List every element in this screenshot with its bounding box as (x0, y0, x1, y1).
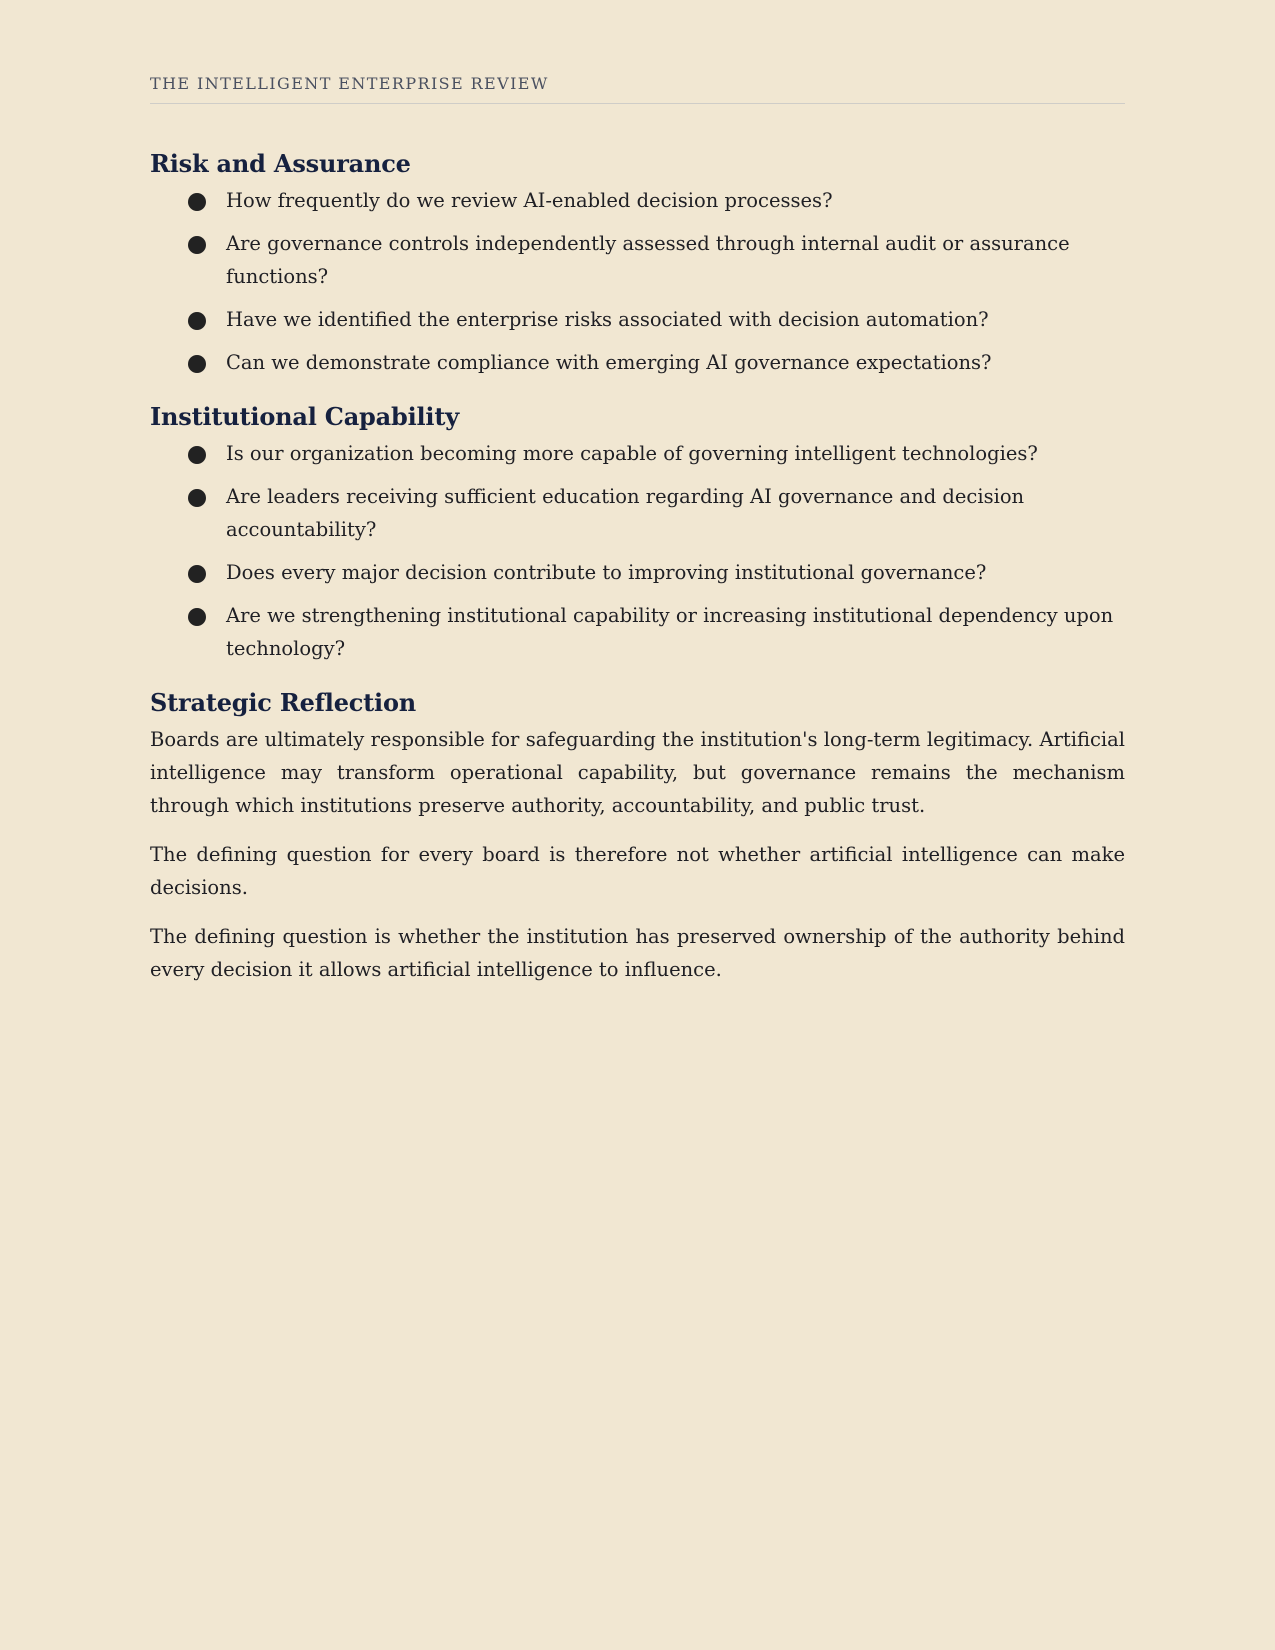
list-item-text: Are we strengthening institutional capability or increasing institutional dependency upon technology? (226, 604, 1114, 660)
section-strategic-reflection (150, 687, 1125, 986)
list-item (150, 599, 1125, 665)
list-item-text: Are leaders receiving sufficient education regarding AI governance and decision accountability? (226, 485, 1025, 541)
running-header: THE INTELLIGENT ENTERPRISE REVIEW (150, 74, 549, 93)
bullet-icon (188, 312, 206, 330)
bullet-icon (188, 193, 206, 211)
question-list (150, 184, 1125, 379)
section-heading: Strategic Reflection (150, 688, 417, 717)
list-item-text: How frequently do we review AI-enabled decision processes? (226, 189, 833, 212)
section-heading: Institutional Capability (150, 402, 459, 431)
page-content (150, 148, 1125, 1002)
bullet-icon (188, 608, 206, 626)
list-item-text: Have we identified the enterprise risks associated with decision automation? (226, 308, 989, 331)
section-institutional-capability (150, 401, 1125, 665)
list-item (150, 303, 1125, 336)
section-heading: Risk and Assurance (150, 149, 411, 178)
list-item (150, 184, 1125, 217)
list-item-text: Is our organization becoming more capable of governing intelligent technologies? (226, 442, 1038, 465)
body-paragraph: Boards are ultimately responsible for safeguarding the institution's long-term legitimacy. Artificial intelligence may transform operational capability, but governance remains the mechanism through which institutions preserve authority, accountability, and public trust. (150, 728, 1125, 817)
list-item (150, 437, 1125, 470)
list-item-text: Can we demonstrate compliance with emerging AI governance expectations? (226, 351, 992, 374)
question-list (150, 437, 1125, 665)
list-item-text: Are governance controls independently assessed through internal audit or assurance functions? (226, 232, 1070, 288)
section-risk-and-assurance (150, 148, 1125, 379)
list-item (150, 227, 1125, 293)
list-item-text: Does every major decision contribute to improving institutional governance? (226, 561, 987, 584)
body-paragraph: The defining question for every board is therefore not whether artificial intelligence can make decisions. (150, 843, 1125, 899)
bullet-icon (188, 489, 206, 507)
header-divider (150, 103, 1125, 104)
bullet-icon (188, 565, 206, 583)
bullet-icon (188, 236, 206, 254)
bullet-icon (188, 355, 206, 373)
list-item (150, 346, 1125, 379)
list-item (150, 480, 1125, 546)
bullet-icon (188, 446, 206, 464)
body-paragraph: The defining question is whether the institution has preserved ownership of the authority behind every decision it allows artificial intelligence to influence. (150, 925, 1125, 981)
list-item (150, 556, 1125, 589)
